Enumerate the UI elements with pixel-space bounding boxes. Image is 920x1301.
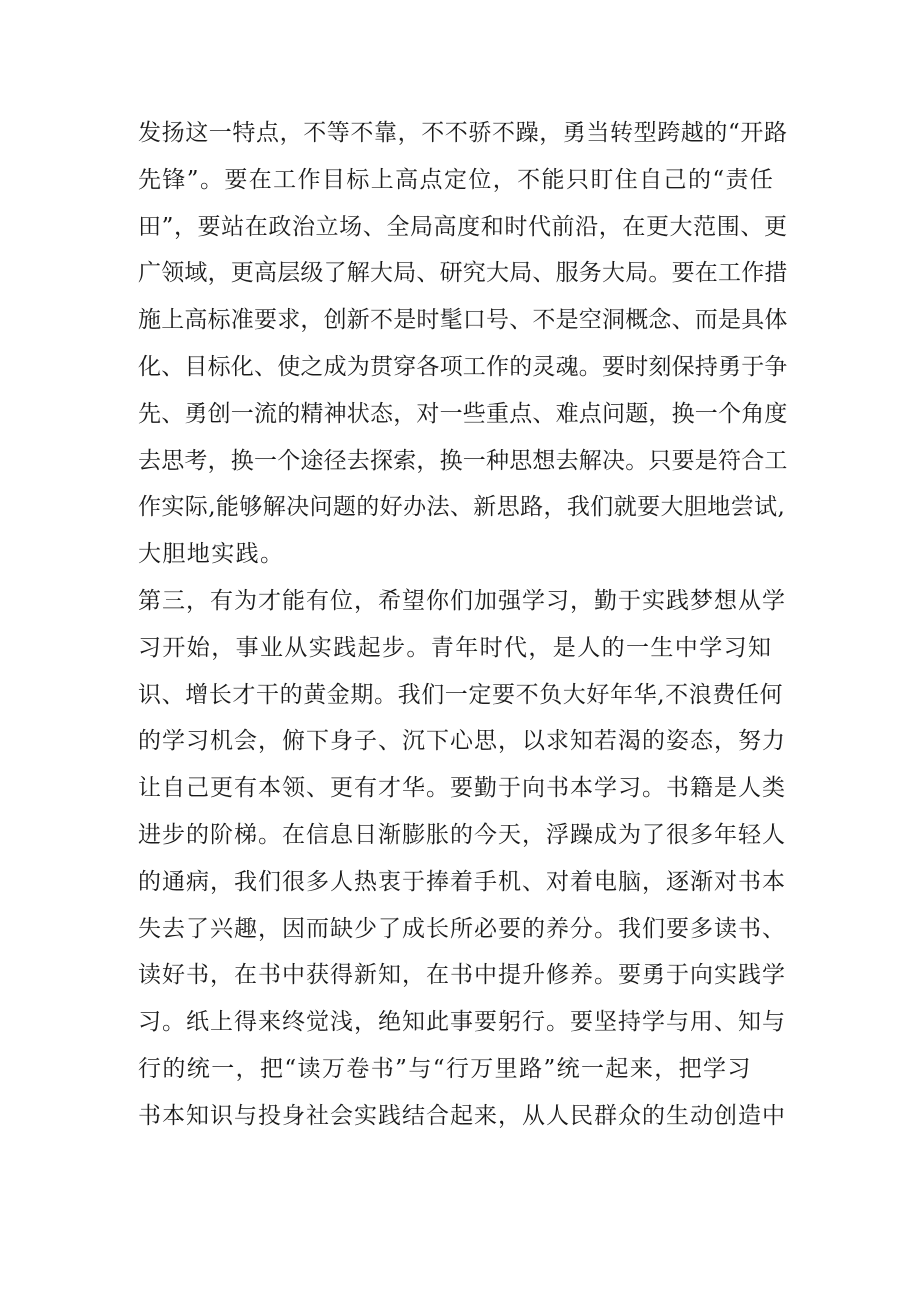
text-line-4: 广领域，更高层级了解大局、研究大局、服务大局。要在工作措 (138, 260, 788, 287)
text-line-2: 先锋”。要在工作目标上高点定位，不能只盯住自己的“责任 (138, 166, 775, 193)
text-line-1: 发扬这一特点，不等不靠，不不骄不躁，勇当转型跨越的“开路 (138, 120, 788, 146)
text-line-12: 习开始，事业从实践起步。青年时代，是人的一生中学习知 (138, 634, 773, 661)
text-line-17: 的通病，我们很多人热衷于捧着手机、对着电脑，逐渐对书本 (138, 868, 786, 895)
text-line-15: 让自己更有本领、更有才华。要勤于向书本学习。书籍是人类 (138, 775, 786, 802)
text-line-7: 先、勇创一流的精神状态，对一些重点、难点问题，换一个角度 (138, 400, 788, 427)
text-line-6: 化、目标化、使之成为贯穿各项工作的灵魂。要时刻保持勇于争 (138, 353, 788, 380)
text-line-5: 施上高标准要求，创新不是时髦口号、不是空洞概念、而是具体 (138, 307, 788, 334)
text-line-19: 读好书，在书中获得新知，在书中提升修养。要勇于向实践学 (138, 962, 786, 989)
text-line-11: 第三，有为才能有位，希望你们加强学习，勤于实践梦想从学 (138, 587, 786, 614)
text-line-18: 失去了兴趣，因而缺少了成长所必要的养分。我们要多读书、 (138, 915, 786, 942)
text-line-22: 书本知识与投身社会实践结合起来，从人民群众的生动创造中 (138, 1102, 786, 1129)
text-line-10: 大胆地实践。 (138, 541, 285, 568)
text-line-21: 行的统一，把“读万卷书”与“行万里路”统一起来，把学习 (138, 1055, 752, 1082)
text-line-16: 进步的阶梯。在信息日渐膨胀的今天，浮躁成为了很多年轻人 (138, 821, 786, 848)
text-line-3: 田”，要站在政治立场、全局高度和时代前沿，在更大范围、更 (138, 213, 788, 240)
text-line-8: 去思考，换一个途径去探索，换一种思想去解决。只要是符合工 (138, 447, 788, 474)
text-line-13: 识、增长才干的黄金期。我们一定要不负大好年华,不浪费任何 (138, 681, 784, 708)
text-line-9: 作实际,能够解决问题的好办法、新思路，我们就要大胆地尝试, (138, 494, 786, 521)
text-line-20: 习。纸上得来终觉浅，绝知此事要躬行。要坚持学与用、知与 (138, 1009, 786, 1036)
text-line-14: 的学习机会，俯下身子、沉下心思，以求知若渴的姿态，努力 (138, 728, 786, 755)
body-text (138, 118, 788, 1148)
